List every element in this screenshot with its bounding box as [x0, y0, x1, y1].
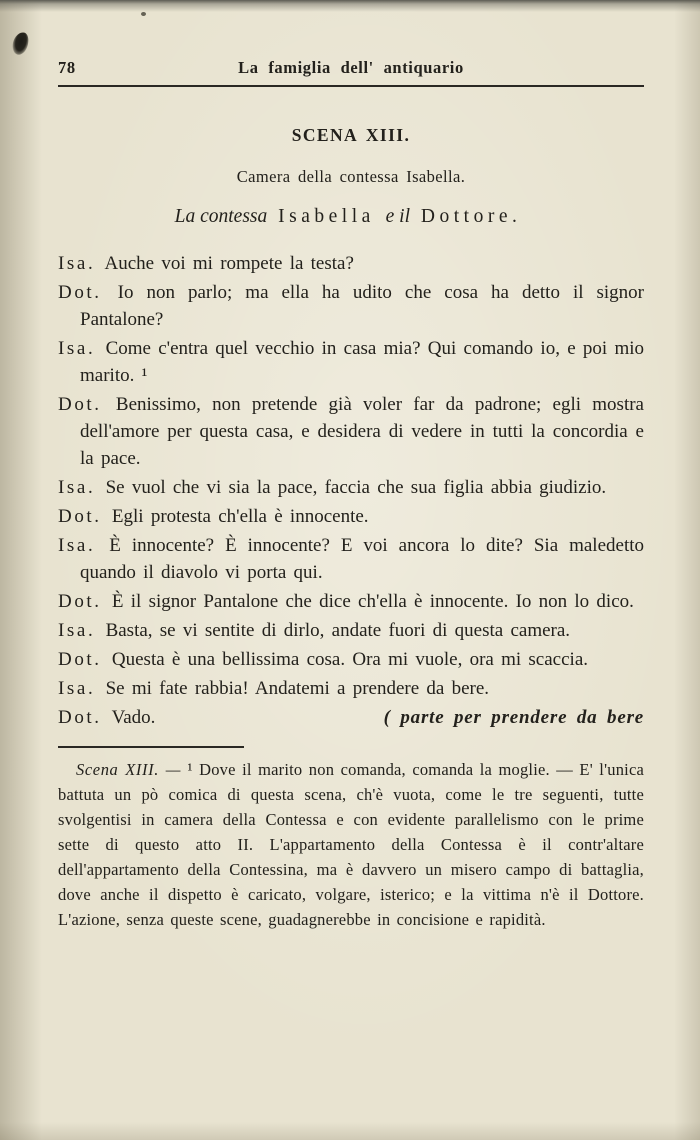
dialogue-block	[58, 250, 644, 731]
speaker-name: Dot.	[58, 394, 102, 415]
speaker-name: Dot.	[58, 282, 102, 303]
speech-text: Basta, se vi sentite di dirlo, andate fuori di questa camera.	[105, 620, 571, 641]
scene-title: SCENA XIII.	[291, 125, 411, 145]
character-name-isabella: Isabella	[278, 206, 375, 227]
speech-text: Io non parlo; ma ella ha udito che cosa ha detto il signor Pantalone?	[80, 282, 644, 330]
speech-text: Vado.	[111, 707, 156, 728]
dialogue-line	[58, 391, 644, 472]
dialogue-line	[58, 617, 644, 644]
page-number: 78	[58, 58, 76, 77]
speaker-name: Dot.	[58, 707, 102, 728]
dialogue-line	[58, 474, 644, 501]
characters-conjunction: e il	[385, 206, 411, 227]
speech-text: È il signor Pantalone che dice ch'ella è innocente. Io non lo dico.	[111, 591, 634, 612]
speech-text: Se vuol che vi sia la pace, faccia che sua figlia abbia giudizio.	[105, 477, 607, 498]
stage-direction: ( parte per prendere da bere	[383, 707, 644, 728]
dialogue-line	[58, 588, 644, 615]
dialogue-line	[58, 704, 644, 731]
dialogue-line	[58, 675, 644, 702]
running-title: La famiglia dell' antiquario	[238, 58, 464, 77]
speaker-name: Dot.	[58, 649, 102, 670]
speech-text: Se mi fate rabbia! Andatemi a prendere da bere.	[105, 678, 490, 699]
dialogue-line	[58, 503, 644, 530]
dialogue-line	[58, 532, 644, 586]
speaker-name: Isa.	[58, 620, 96, 641]
characters-intro: La contessa	[174, 206, 268, 227]
character-name-dottore: Dottore.	[420, 206, 522, 227]
dialogue-line	[58, 335, 644, 389]
speaker-name: Isa.	[58, 253, 96, 274]
characters-line	[58, 206, 644, 228]
footnote-lead: Scena XIII. —	[76, 760, 182, 779]
speaker-name: Isa.	[58, 535, 96, 556]
speech-text: È innocente? È innocente? E voi ancora lo dite? Sia maledetto quando il diavolo vi porta qui.	[80, 535, 644, 583]
speaker-name: Dot.	[58, 591, 102, 612]
speaker-name: Isa.	[58, 678, 96, 699]
speech-text: Egli protesta ch'ella è innocente.	[111, 506, 369, 527]
speaker-name: Dot.	[58, 506, 102, 527]
dialogue-line	[58, 279, 644, 333]
dialogue-line	[58, 250, 644, 277]
speech-text: Benissimo, non pretende già voler far da padrone; egli mostra dell'amore per questa casa, e desidera di vedere in tutti la concordia e la pace.	[80, 394, 644, 469]
speech-text: Auche voi mi rompete la testa?	[104, 253, 354, 274]
footnote	[58, 757, 644, 932]
speaker-name: Isa.	[58, 477, 96, 498]
footnote-text: ¹ Dove il marito non comanda, comanda la moglie. — E' l'unica battuta un pò comica di questa scena, ch'è vuota, come le tre seguenti, tutte svolgentisi in camera della Contessa e con evidente parallelismo con le prime sette di questo atto II. L'appartamento della Contessa è il contr'altare dell'appartamento della Contessina, ma è davvero un misero campo di battaglia, dove anche il dispetto è caricato, volgare, isterico; e la vittima n'è il Dottore. L'azione, senza queste scene, guadagnerebbe in concisione e rapidità.	[58, 760, 644, 929]
speech-text: Come c'entra quel vecchio in casa mia? Qui comando io, e poi mio marito. ¹	[80, 338, 645, 386]
header-rule	[58, 85, 644, 87]
footnote-rule	[58, 746, 244, 748]
dialogue-line	[58, 646, 644, 673]
speaker-name: Isa.	[58, 338, 96, 359]
running-header	[58, 58, 644, 78]
scene-setting: Camera della contessa Isabella.	[236, 167, 466, 186]
speech-text: Questa è una bellissima cosa. Ora mi vuole, ora mi scaccia.	[111, 649, 588, 670]
